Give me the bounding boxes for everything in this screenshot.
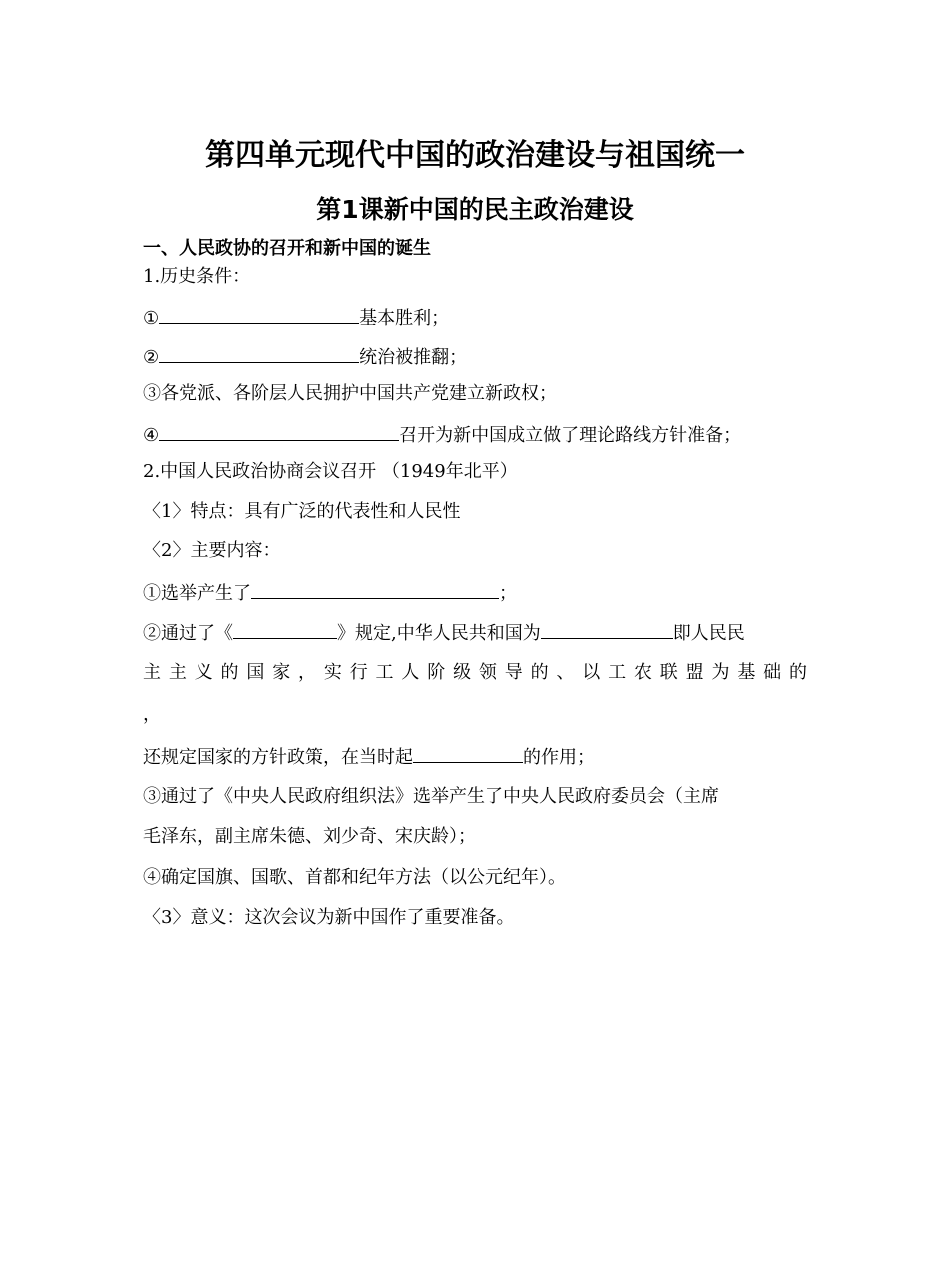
content-2-line-3 bbox=[143, 742, 595, 771]
lesson-title: 第1课新中国的民主政治建设 bbox=[316, 195, 634, 224]
content-4: ④确定国旗、国歌、首都和纪年方法（以公元纪年）。 bbox=[143, 867, 566, 888]
item-conference: 2.中国人民政治协商会议召开 （1949年北平） bbox=[143, 461, 518, 482]
content-2-line-2: 主主义的国家，实行工人阶级领导的、以工农联盟为基础的 bbox=[143, 662, 807, 683]
conference-content-title: 〈2〉主要内容： bbox=[143, 540, 281, 561]
condition-3: ③各党派、各阶层人民拥护中国共产党建立新政权； bbox=[143, 383, 557, 404]
content-2-line-3-end: 的作用； bbox=[523, 747, 595, 768]
content-1 bbox=[143, 578, 517, 607]
condition-2-mark: ② bbox=[143, 347, 160, 368]
fill-blank-4[interactable] bbox=[251, 578, 499, 599]
content-2-comma: ， bbox=[143, 704, 161, 725]
content-1-end: ； bbox=[499, 583, 517, 604]
fill-blank-6[interactable] bbox=[541, 618, 673, 639]
content-2-end: 即人民民 bbox=[672, 623, 745, 644]
content-2-line-3-text: 还规定国家的方针政策，在当时起 bbox=[143, 747, 413, 768]
condition-4 bbox=[143, 420, 741, 449]
fill-blank-5[interactable] bbox=[233, 618, 337, 639]
section-heading: 一、人民政协的召开和新中国的诞生 bbox=[143, 238, 431, 259]
condition-2 bbox=[143, 342, 467, 371]
fill-blank-7[interactable] bbox=[413, 742, 523, 763]
content-2-text: ②通过了《 bbox=[143, 623, 233, 644]
item-historical-conditions: 1.历史条件： bbox=[143, 266, 251, 287]
content-3-line-1: ③通过了《中央人民政府组织法》选举产生了中央人民政府委员会（主席 bbox=[143, 786, 719, 807]
condition-4-text: 召开为新中国成立做了理论路线方针准备； bbox=[399, 425, 742, 446]
condition-1-mark: ① bbox=[143, 308, 160, 329]
condition-1 bbox=[143, 303, 449, 332]
conference-significance: 〈3〉意义：这次会议为新中国作了重要准备。 bbox=[143, 907, 515, 928]
conference-feature: 〈1〉特点：具有广泛的代表性和人民性 bbox=[143, 501, 461, 522]
content-1-text: ①选举产生了 bbox=[143, 583, 251, 604]
condition-4-mark: ④ bbox=[143, 425, 160, 446]
fill-blank-2[interactable] bbox=[159, 342, 359, 363]
fill-blank-1[interactable] bbox=[159, 303, 359, 324]
condition-1-text: 基本胜利； bbox=[359, 308, 450, 329]
unit-title: 第四单元现代中国的政治建设与祖国统一 bbox=[205, 138, 745, 173]
content-2-mid: 》规定,中华人民共和国为 bbox=[337, 623, 541, 644]
fill-blank-3[interactable] bbox=[159, 420, 399, 441]
content-3-line-2: 毛泽东，副主席朱德、刘少奇、宋庆龄）； bbox=[143, 826, 476, 847]
content-2 bbox=[143, 618, 745, 647]
condition-2-text: 统治被推翻； bbox=[359, 347, 468, 368]
